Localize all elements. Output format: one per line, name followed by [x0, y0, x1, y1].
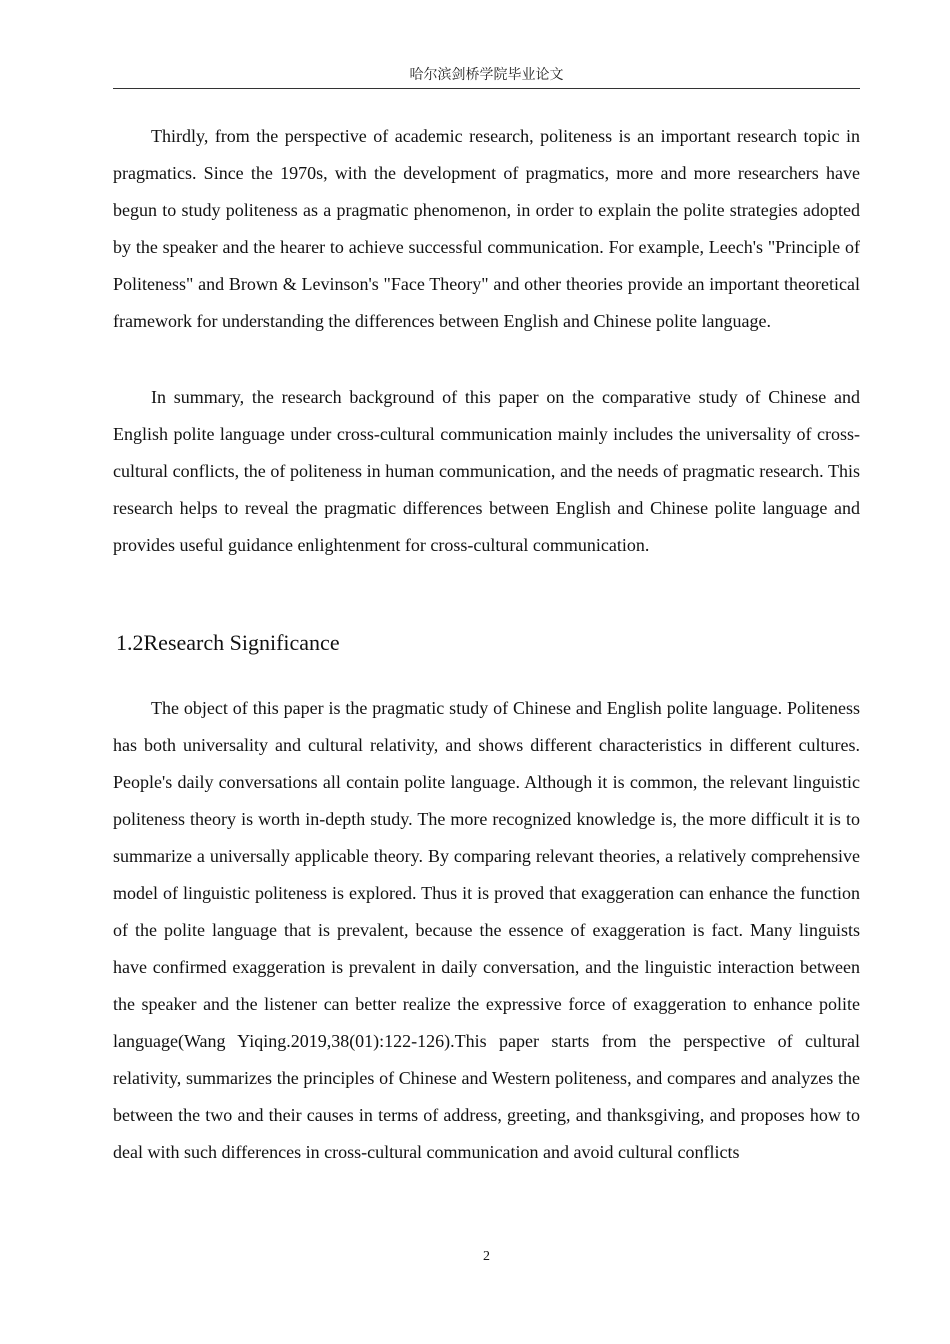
header-divider: [113, 88, 860, 89]
body-paragraph-1: Thirdly, from the perspective of academic research, politeness is an important research topic in pragmatics. Since the 1970s, with the development of pragmatics, more and more researchers have begun to study politeness as a pragmatic phenomenon, in order to explain the polite strategies adopted by the speaker and the hearer to achieve successful communication. For example, Leech's "Principle of Politeness" and Brown & Levinson's "Face Theory" and other theories provide an important theoretical framework for understanding the differences between English and Chinese polite language.: [113, 126, 860, 331]
section-heading: 1.2Research Significance: [116, 630, 340, 655]
running-header: 哈尔滨剑桥学院毕业论文: [409, 67, 564, 83]
body-paragraph-3: The object of this paper is the pragmatic study of Chinese and English polite language. Politeness has both universality and cultural relativity, and shows different characteristics in different cultures. People's daily conversations all contain polite language. Although it is common, the relevant linguistic politeness theory is worth in-depth study. The more recognized knowledge is, the more difficult it is to summarize a universally applicable theory. By comparing relevant theories, a relatively comprehensive model of linguistic politeness is explored. Thus it is proved that exaggeration can enhance the function of the polite language that is prevalent, because the essence of exaggeration is fact. Many linguists have confirmed exaggeration is prevalent in daily conversation, and the linguistic interaction between the speaker and the listener can better realize the expressive force of exaggeration to enhance polite language(Wang Yiqing.2019,38(01):122-126).This paper starts from the perspective of cultural relativity, summarizes the principles of Chinese and Western politeness, and compares and analyzes the between the two and their causes in terms of address, greeting, and thanksgiving, and proposes how to deal with such differences in cross-cultural communication and avoid cultural conflicts: [113, 698, 860, 1162]
page-number: 2: [483, 1249, 490, 1264]
body-paragraph-2: In summary, the research background of this paper on the comparative study of Chinese and English polite language under cross-cultural communication mainly includes the universality of cross-cultural conflicts, the of politeness in human communication, and the needs of pragmatic research. This research helps to reveal the pragmatic differences between English and Chinese polite language and provides useful guidance enlightenment for cross-cultural communication.: [113, 387, 860, 555]
